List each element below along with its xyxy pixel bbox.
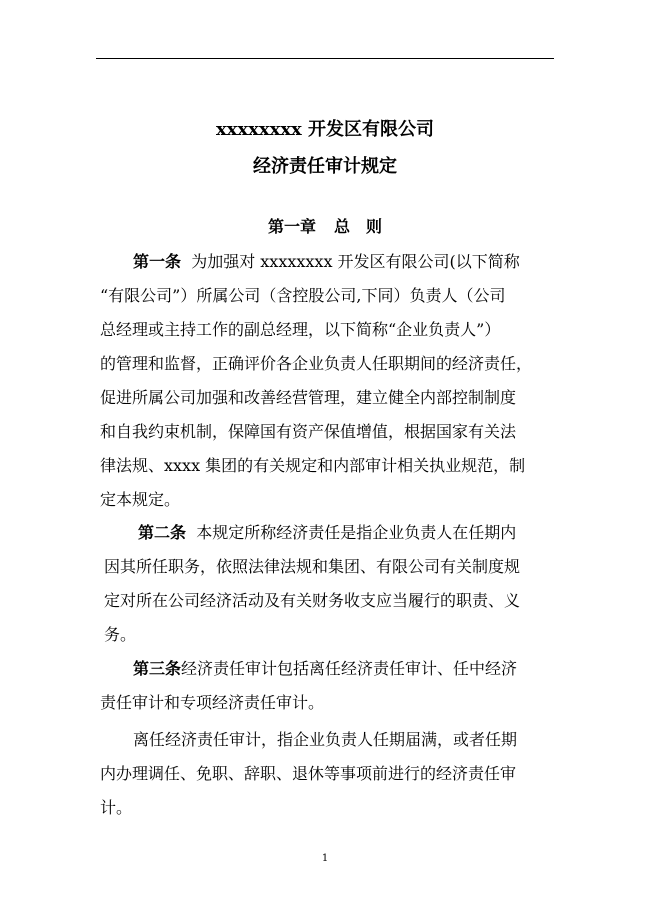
article-1-line-6: 和自我约束机制，保障国有资产保值增值，根据国家有关法 bbox=[100, 422, 517, 441]
article-3-line-1 bbox=[133, 658, 517, 680]
chapter-heading bbox=[0, 216, 650, 238]
article-1-line-1 bbox=[133, 251, 520, 273]
chapter-number: 第一章 bbox=[267, 217, 316, 236]
article-3-line-2: 责任审计和专项经济责任审计。 bbox=[100, 693, 325, 712]
header-rule bbox=[96, 58, 554, 59]
chapter-name: 总 则 bbox=[334, 217, 383, 236]
page-number: 1 bbox=[321, 853, 329, 864]
article-3-label: 第三条 bbox=[133, 659, 182, 678]
paragraph-departure-line-1: 离任经济责任审计，指企业负责人任期届满，或者任期 bbox=[133, 730, 518, 749]
article-2-line-4: 务。 bbox=[104, 625, 137, 644]
article-2-line-3: 定对所在公司经济活动及有关财务收支应当履行的职责、义 bbox=[104, 591, 521, 610]
article-1-text: 为加强对 xxxxxxxx 开发区有限公司(以下简称 bbox=[191, 252, 520, 271]
article-1-line-7: 律法规、xxxx 集团的有关规定和内部审计相关执业规范，制 bbox=[100, 456, 526, 475]
article-1-line-8: 定本规定。 bbox=[100, 490, 181, 509]
company-title: xxxxxxxx 开发区有限公司 bbox=[215, 119, 435, 140]
paragraph-departure-line-2: 内办理调任、免职、辞职、退休等事项前进行的经济责任审 bbox=[100, 764, 517, 783]
article-1-line-2: “有限公司”）所属公司（含控股公司,下同）负责人（公司 bbox=[100, 286, 506, 305]
document-title: 经济责任审计规定 bbox=[253, 156, 397, 177]
article-1-line-4: 的管理和监督，正确评价各企业负责人任职期间的经济责任， bbox=[100, 354, 533, 373]
article-1-label: 第一条 bbox=[133, 252, 182, 271]
article-2-label: 第二条 bbox=[138, 523, 187, 542]
article-2-line-2: 因其所任职务，依照法律法规和集团、有限公司有关制度规 bbox=[104, 557, 521, 576]
paragraph-departure-line-3: 计。 bbox=[100, 798, 133, 817]
article-1-line-3: 总经理或主持工作的副总经理，以下简称“企业负责人”） bbox=[100, 320, 501, 339]
article-3-text: 经济责任审计包括离任经济责任审计、任中经济 bbox=[181, 659, 518, 678]
article-2-line-1 bbox=[138, 522, 516, 544]
article-1-line-5: 促进所属公司加强和改善经营管理，建立健全内部控制制度 bbox=[100, 388, 517, 407]
article-2-text: 本规定所称经济责任是指企业负责人在任期内 bbox=[196, 523, 517, 542]
